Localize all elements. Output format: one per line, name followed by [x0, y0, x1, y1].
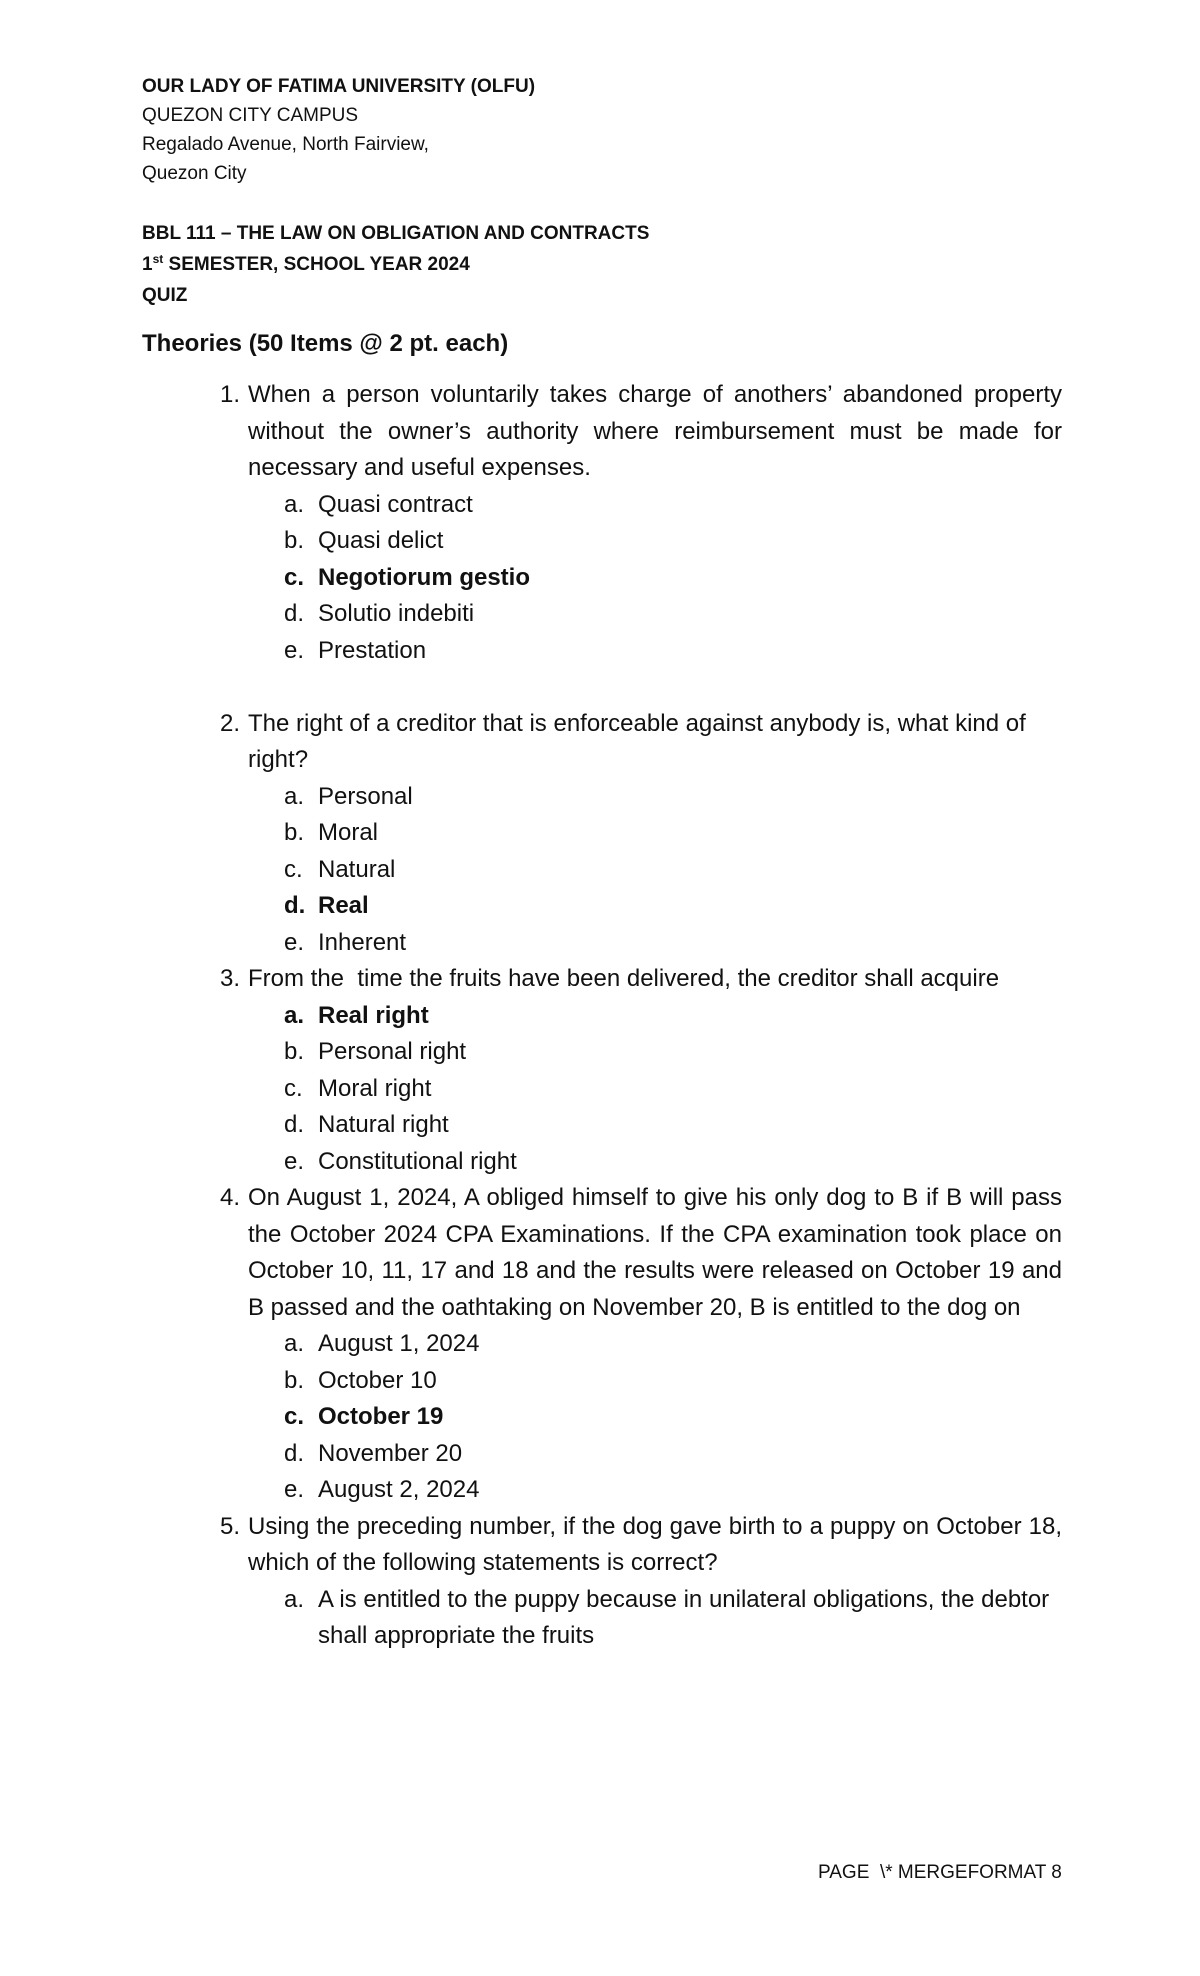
- option-text: Quasi delict: [318, 527, 444, 554]
- option-a: [284, 487, 1062, 524]
- address-line-2: Quezon City: [142, 163, 247, 184]
- option-list: [284, 487, 1062, 670]
- option-e: [284, 1144, 1062, 1181]
- option-c-correct: [284, 1399, 1062, 1436]
- option-text: A is entitled to the puppy because in unilateral obligations, the debtor shall appropriate the fruits: [318, 1585, 1050, 1649]
- question-number: 4.: [219, 1184, 240, 1211]
- question-1: [200, 377, 1062, 669]
- option-text: Personal: [318, 782, 413, 810]
- course-block: [142, 218, 649, 311]
- option-letter: a.: [284, 1585, 305, 1613]
- option-letter: a.: [284, 1001, 305, 1029]
- option-list: [284, 779, 1062, 962]
- option-letter: e.: [284, 928, 305, 956]
- address-line-1: Regalado Avenue, North Fairview,: [142, 134, 429, 155]
- option-c: [284, 1071, 1062, 1108]
- option-letter: b.: [284, 527, 305, 554]
- semester-line: [142, 249, 649, 280]
- option-text: Moral right: [318, 1074, 432, 1102]
- option-text: October 10: [318, 1366, 437, 1394]
- option-letter: a.: [284, 490, 305, 518]
- option-b: [284, 523, 1062, 560]
- option-d: [284, 596, 1062, 633]
- option-letter: d.: [284, 1439, 305, 1467]
- option-letter: e.: [284, 1476, 305, 1503]
- option-letter: e.: [284, 1147, 305, 1175]
- option-e: [284, 1472, 1062, 1509]
- option-letter: e.: [284, 636, 305, 664]
- option-d: [284, 1436, 1062, 1473]
- option-text: Real: [318, 892, 369, 919]
- option-text: Quasi contract: [318, 490, 473, 518]
- question-list: [200, 377, 1062, 1655]
- option-a: [284, 1326, 1062, 1363]
- option-text: Personal right: [318, 1038, 467, 1065]
- question-3: [200, 961, 1062, 1180]
- question-text: The right of a creditor that is enforceable against anybody is, what kind of right?: [248, 709, 1026, 773]
- option-text: Negotiorum gestio: [318, 563, 531, 591]
- question-4: [200, 1180, 1062, 1509]
- option-list: [284, 1582, 1062, 1655]
- option-d: [284, 1107, 1062, 1144]
- option-letter: a.: [284, 782, 305, 810]
- option-letter: b.: [284, 819, 305, 846]
- option-text: November 20: [318, 1439, 463, 1467]
- school-header: [142, 72, 535, 188]
- question-5: [200, 1509, 1062, 1655]
- option-list: [284, 1326, 1062, 1509]
- semester-text: SEMESTER, SCHOOL YEAR 2024: [163, 254, 470, 275]
- question-number: 3.: [219, 965, 240, 992]
- campus-name: QUEZON CITY CAMPUS: [142, 105, 359, 126]
- question-text: Using the preceding number, if the dog gave birth to a puppy on October 18, which of the following statements is correct?: [248, 1512, 1062, 1576]
- option-e: [284, 633, 1062, 670]
- exam-type: QUIZ: [142, 285, 188, 306]
- option-letter: c.: [284, 1074, 303, 1102]
- question-text: When a person voluntarily takes charge of anothers’ abandoned property without the owner’s authority where reimbursement must be made for necessary and useful expenses.: [248, 381, 1062, 481]
- option-text: August 2, 2024: [318, 1476, 480, 1503]
- option-b: [284, 1363, 1062, 1400]
- option-text: Inherent: [318, 928, 407, 956]
- option-text: Constitutional right: [318, 1147, 517, 1175]
- option-text: Real right: [318, 1001, 429, 1029]
- university-name: OUR LADY OF FATIMA UNIVERSITY (OLFU): [142, 76, 536, 97]
- blank-line: [200, 669, 1062, 706]
- option-text: October 19: [318, 1403, 444, 1430]
- question-text: On August 1, 2024, A obliged himself to give his only dog to B if B will pass the October 2024 CPA Examinations. If the CPA examination took place on October 10, 11, 17 and 18 and the results were released on October 19 and B passed and the oathtaking on November 20, B is entitled to the dog on: [248, 1184, 1062, 1321]
- option-letter: c.: [284, 563, 305, 591]
- option-text: Natural: [318, 855, 396, 883]
- semester-ordinal: st: [152, 252, 164, 266]
- question-number: 5.: [219, 1512, 240, 1540]
- option-letter: a.: [284, 1330, 305, 1357]
- option-letter: b.: [284, 1366, 305, 1394]
- option-a: [284, 779, 1062, 816]
- option-letter: d.: [284, 600, 305, 627]
- semester-number: 1: [142, 254, 153, 275]
- option-d-correct: [284, 888, 1062, 925]
- option-letter: b.: [284, 1038, 305, 1065]
- option-a-correct: [284, 998, 1062, 1035]
- question-text: From the time the fruits have been delivered, the creditor shall acquire: [248, 965, 1000, 992]
- option-c-correct: [284, 560, 1062, 597]
- option-text: Solutio indebiti: [318, 600, 475, 627]
- option-letter: d.: [284, 1111, 305, 1138]
- option-c: [284, 852, 1062, 889]
- option-letter: d.: [284, 892, 306, 919]
- option-text: Moral: [318, 819, 379, 846]
- course-title: BBL 111 – THE LAW ON OBLIGATION AND CONTRACTS: [142, 223, 650, 244]
- option-b: [284, 815, 1062, 852]
- option-letter: c.: [284, 1403, 305, 1430]
- option-text: August 1, 2024: [318, 1330, 480, 1357]
- option-a: [284, 1582, 1062, 1655]
- option-e: [284, 925, 1062, 962]
- option-text: Natural right: [318, 1111, 449, 1138]
- option-list: [284, 998, 1062, 1181]
- question-number: 2.: [219, 709, 240, 737]
- option-text: Prestation: [318, 636, 427, 664]
- option-b: [284, 1034, 1062, 1071]
- question-number: 1.: [219, 381, 240, 408]
- section-title: Theories (50 Items @ 2 pt. each): [142, 330, 509, 357]
- question-2: [200, 706, 1062, 962]
- option-letter: c.: [284, 855, 303, 883]
- page-footer: PAGE \* MERGEFORMAT 8: [818, 1862, 1062, 1883]
